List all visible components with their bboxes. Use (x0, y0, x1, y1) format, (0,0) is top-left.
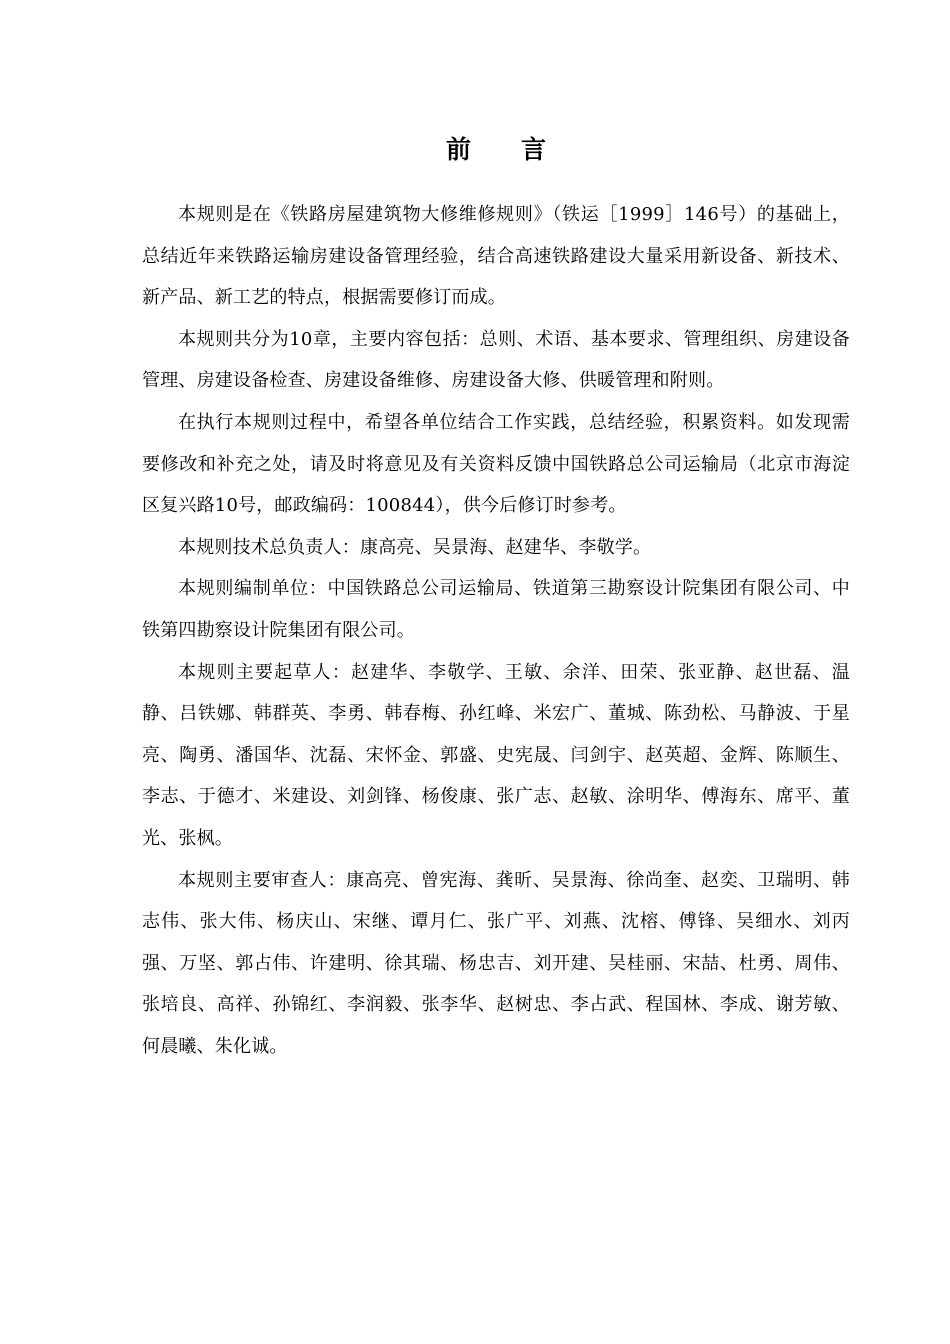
paragraph-reviewers: 本规则主要审查人：康高亮、曾宪海、龚昕、吴景海、徐尚奎、赵奕、卫瑞明、韩志伟、张大伟、杨庆山、宋继、谭月仁、张广平、刘燕、沈榕、傅锋、吴细水、刘丙强、万坚、郭占伟、许建明、徐其瑞、杨忠吉、刘开建、吴桂丽、宋喆、杜勇、周伟、张培良、高祥、孙锦红、李润毅、张李华、赵树忠、李占武、程国林、李成、谢芳敏、何晨曦、朱化诚。 (142, 869, 850, 1057)
document-page (142, 128, 850, 1067)
paragraph-compiling-units: 本规则编制单位：中国铁路总公司运输局、铁道第三勘察设计院集团有限公司、中铁第四勘察设计院集团有限公司。 (142, 578, 850, 641)
paragraph-contents: 本规则共分为10章，主要内容包括：总则、术语、基本要求、管理组织、房建设备管理、房建设备检查、房建设备维修、房建设备大修、供暖管理和附则。 (142, 328, 850, 392)
paragraph-basis: 本规则是在《铁路房屋建筑物大修维修规则》（铁运［1999］146号）的基础上，总结近年来铁路运输房建设备管理经验，结合高速铁路建设大量采用新设备、新技术、新产品、新工艺的特点，根据需要修订而成。 (142, 204, 850, 309)
paragraph-drafters: 本规则主要起草人：赵建华、李敬学、王敏、余洋、田荣、张亚静、赵世磊、温静、吕铁娜、韩群英、李勇、韩春梅、孙红峰、米宏广、董城、陈劲松、马静波、于星亮、陶勇、潘国华、沈磊、宋怀金、郭盛、史宪晟、闫剑宇、赵英超、金辉、陈顺生、李志、于德才、米建设、刘剑锋、杨俊康、张广志、赵敏、涂明华、傅海东、席平、董光、张枫。 (142, 661, 850, 849)
paragraph-feedback: 在执行本规则过程中，希望各单位结合工作实践，总结经验，积累资料。如发现需要修改和补充之处，请及时将意见及有关资料反馈中国铁路总公司运输局（北京市海淀区复兴路10号，邮政编码：100844），供今后修订时参考。 (142, 411, 850, 517)
paragraph-technical-leads: 本规则技术总负责人：康高亮、吴景海、赵建华、李敬学。 (178, 536, 652, 558)
page-title: 前言 (445, 135, 596, 164)
